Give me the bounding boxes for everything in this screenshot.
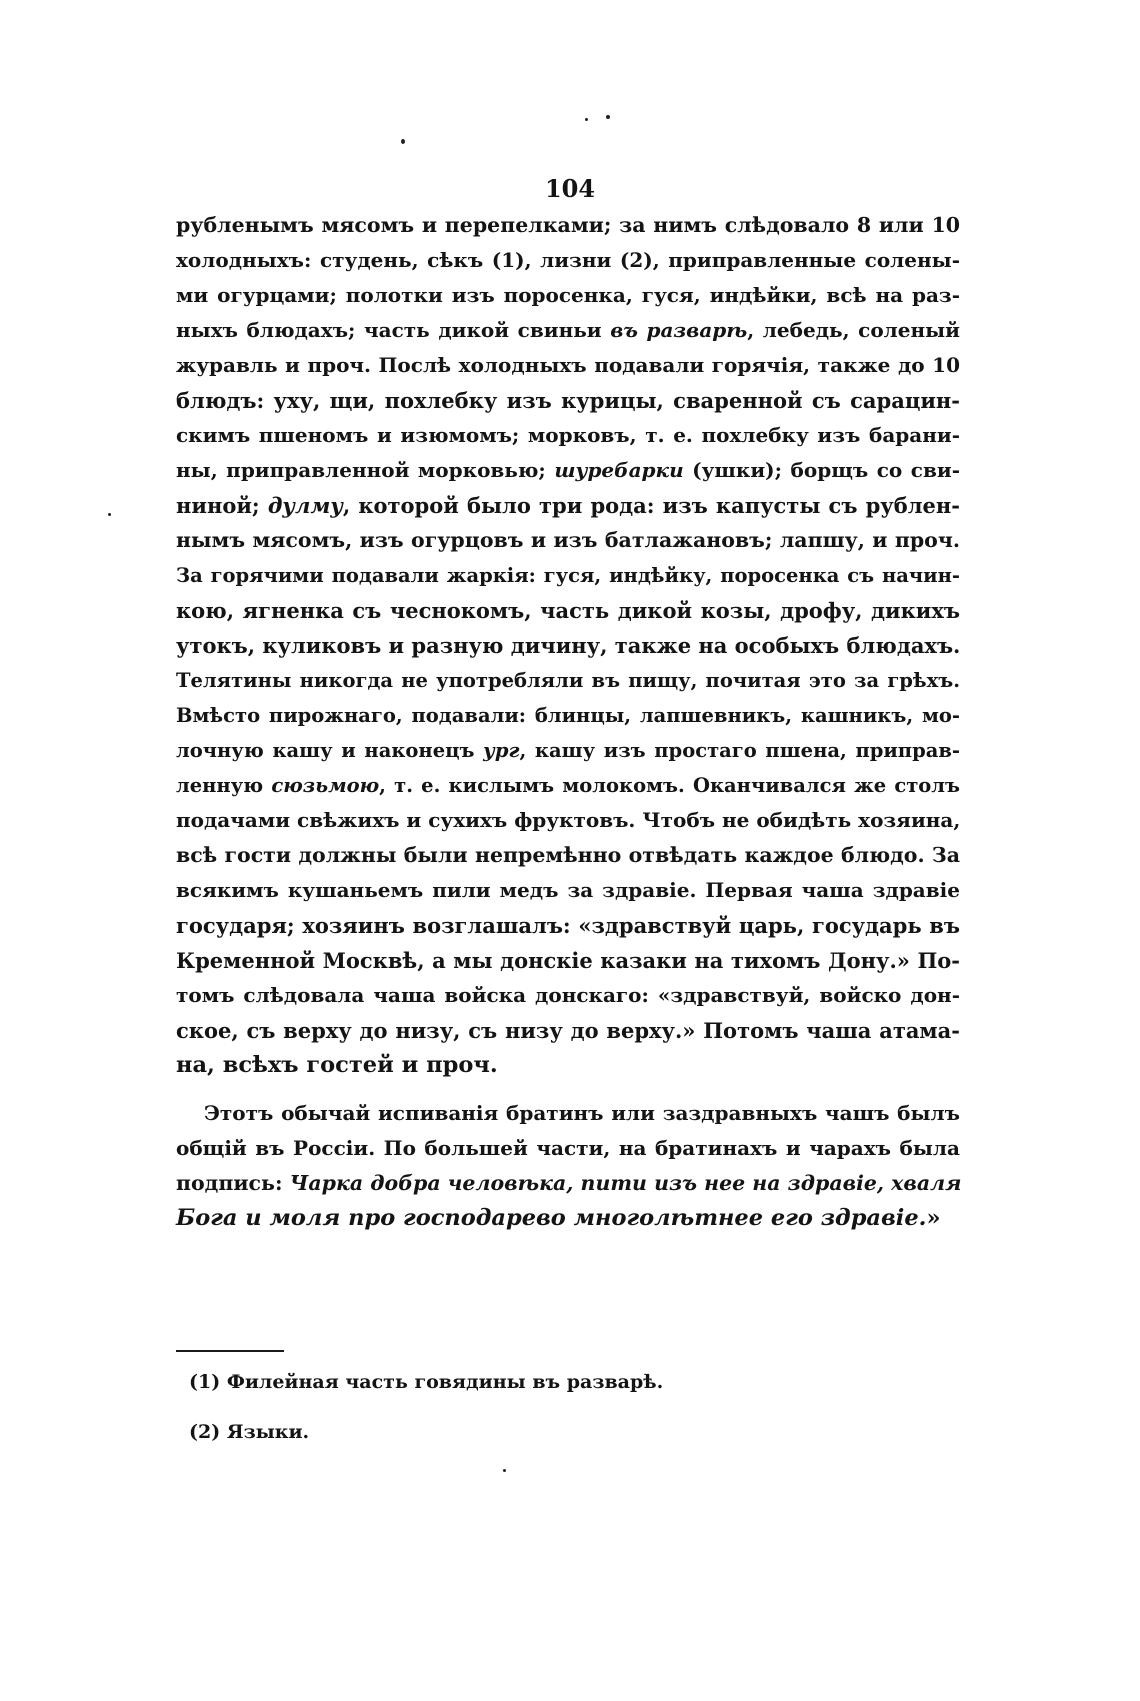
scan-speck (585, 118, 588, 121)
text-run: лочную кашу и наконецъ (176, 739, 484, 762)
text-line (176, 628, 960, 663)
text-line (176, 1048, 960, 1083)
text-run: государя; хозяинъ возглашалъ: «здравствуй царь, государь въ (176, 913, 960, 938)
text-run: ское, съ верху до низу, съ низу до верху.» Потомъ чаша атама- (176, 1018, 960, 1043)
text-line (176, 1131, 960, 1166)
text-run: общій въ Россіи. По большей части, на братинахъ и чарахъ была (176, 1136, 960, 1160)
text-line (176, 208, 960, 243)
text-line (176, 978, 960, 1013)
text-line (176, 453, 960, 488)
text-run: рубленымъ мясомъ и перепелками; за нимъ слѣдовало 8 или 10 (176, 213, 960, 237)
scan-speck (606, 115, 610, 119)
italic-phrase: Бога и моля про господарево многолѣтнее его здравіе. (176, 1205, 927, 1231)
italic-phrase: Чарка добра человѣка, пити изъ нее на здравіе, хваля (289, 1171, 962, 1195)
text-run: (ушки); борщъ со сви- (683, 458, 961, 482)
text-run: скимъ пшеномъ и изюмомъ; морковъ, т. е. похлебку изъ барани- (176, 423, 960, 447)
text-line (176, 1013, 960, 1048)
text-line (176, 558, 960, 593)
italic-phrase: сюзьмою (271, 774, 380, 797)
text-line (176, 803, 960, 838)
text-run: , лебедь, соленый (747, 318, 961, 342)
text-run: утокъ, куликовъ и разную дичину, также на особыхъ блюдахъ. (176, 633, 961, 658)
text-run: всякимъ кушаньемъ пили медъ за здравіе. Первая чаша здравіе (176, 878, 960, 902)
italic-phrase: ург (483, 739, 520, 762)
text-line (176, 348, 960, 383)
scan-speck (503, 1469, 506, 1472)
text-line (176, 593, 960, 628)
text-line (176, 873, 960, 908)
text-run: За горячими подавали жаркія: гуся, индѣйку, поросенка съ начин- (176, 564, 960, 587)
text-run: Телятины никогда не употребляли въ пищу, почитая это за грѣхъ. (176, 669, 960, 692)
text-line (176, 663, 960, 698)
text-run: Кременной Москвѣ, а мы донскіе казаки на тихомъ Дону.» По- (176, 948, 960, 973)
text-line (176, 768, 960, 803)
scan-speck (108, 513, 111, 516)
text-run: , которой было три рода: изъ капусты съ рублен- (342, 493, 960, 518)
text-run: ленную (176, 774, 272, 797)
text-run: ныхъ блюдахъ; часть дикой свиньи (176, 318, 611, 342)
text-run: на, всѣхъ гостей и проч. (176, 1052, 498, 1078)
text-line (176, 523, 960, 558)
text-line (176, 488, 960, 523)
page-number: 104 (544, 174, 596, 203)
text-run: ми огурцами; полотки изъ поросенка, гуся, индѣйки, всѣ на раз- (176, 283, 960, 307)
text-run: , т. е. кислымъ молокомъ. Оканчивался же столъ (379, 774, 961, 797)
text-line (176, 733, 960, 768)
text-run: журавль и проч. Послѣ холодныхъ подавали горячія, также до 10 (176, 353, 960, 377)
text-line (176, 418, 960, 453)
italic-phrase: въ разварѣ (610, 318, 748, 342)
text-run: подачами свѣжихъ и сухихъ фруктовъ. Чтобъ не обидѣть хозяина, (176, 808, 961, 832)
text-run: подпись: (176, 1171, 290, 1195)
text-line (176, 313, 960, 348)
text-line (176, 908, 960, 943)
text-line (176, 698, 960, 733)
text-line (176, 278, 960, 313)
footnotes (189, 1368, 789, 1468)
text-line (176, 1096, 960, 1131)
text-run: » (926, 1205, 941, 1231)
text-run: кою, ягненка съ чеснокомъ, часть дикой козы, дрофу, дикихъ (176, 598, 960, 623)
text-run: , кашу изъ простаго пшена, приправ- (519, 739, 960, 762)
text-run: томъ слѣдовала чаша войска донскаго: «здравствуй, войско дон- (176, 983, 960, 1007)
italic-phrase: дулму (267, 493, 343, 518)
text-line (176, 1166, 960, 1201)
text-line (176, 383, 960, 418)
text-line (176, 943, 960, 978)
text-run: холодныхъ: студень, сѣкъ (1), лизни (2), приправленные солены- (176, 248, 960, 272)
text-run: ниной; (176, 493, 268, 518)
scan-speck (401, 139, 405, 144)
text-run: всѣ гости должны были непремѣнно отвѣдать каждое блюдо. За (176, 843, 960, 867)
text-line (176, 838, 960, 873)
text-run: Этотъ обычай испиванія братинъ или заздравныхъ чашъ былъ (204, 1101, 960, 1125)
text-run: блюдъ: уху, щи, похлебку изъ курицы, сваренной съ сарацин- (176, 388, 960, 413)
text-line (176, 1201, 960, 1236)
text-run: нымъ мясомъ, изъ огурцовъ и изъ батлажановъ; лапшу, и проч. (176, 528, 960, 552)
italic-phrase: шуребарки (554, 458, 684, 482)
text-line (176, 243, 960, 278)
footnote-rule (176, 1350, 284, 1352)
text-run: ны, приправленной морковью; (176, 458, 555, 482)
main-text (176, 208, 960, 1236)
footnote: (1) Филейная часть говядины въ разварѣ. (189, 1371, 664, 1393)
footnote: (2) Языки. (189, 1421, 310, 1443)
text-run: Вмѣсто пирожнаго, подавали: блинцы, лапшевникъ, кашникъ, мо- (176, 704, 960, 727)
